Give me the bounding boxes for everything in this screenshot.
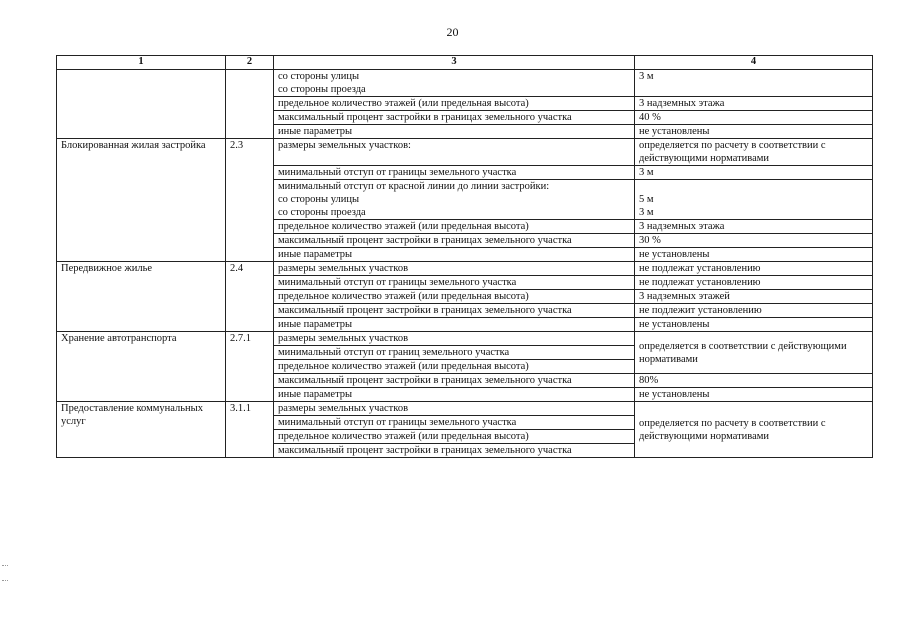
land-use-code-cell [226, 70, 274, 139]
value-cell: определяется по расчету в соответствии с действующими нормативами [635, 402, 873, 458]
margin-mark [2, 565, 8, 581]
value-cell: 3 м [635, 70, 873, 97]
value-cell: не подлежат установлению [635, 262, 873, 276]
land-use-type-cell [57, 70, 226, 139]
value-cell: не подлежит установлению [635, 304, 873, 318]
value-cell: 80% [635, 374, 873, 388]
land-use-code-cell: 2.4 [226, 262, 274, 332]
parameter-cell: предельное количество этажей (или предельная высота) [274, 97, 635, 111]
column-header: 4 [635, 56, 873, 70]
column-header: 1 [57, 56, 226, 70]
parameter-cell: минимальный отступ от границы земельного участка [274, 416, 635, 430]
parameter-cell: минимальный отступ от границ земельного участка [274, 346, 635, 360]
parameter-cell: максимальный процент застройки в границах земельного участка [274, 444, 635, 458]
table-row [57, 262, 873, 276]
value-cell: не установлены [635, 318, 873, 332]
parameter-cell: предельное количество этажей (или предельная высота) [274, 430, 635, 444]
table-row [57, 139, 873, 166]
parameter-cell: максимальный процент застройки в границах земельного участка [274, 234, 635, 248]
parameter-cell: размеры земельных участков [274, 262, 635, 276]
zoning-parameters-table [56, 55, 873, 458]
column-header: 3 [274, 56, 635, 70]
value-cell: 5 м 3 м [635, 180, 873, 220]
table-body [57, 70, 873, 458]
parameter-cell: иные параметры [274, 125, 635, 139]
parameter-cell: максимальный процент застройки в границах земельного участка [274, 111, 635, 125]
column-header: 2 [226, 56, 274, 70]
value-cell: 3 надземных этажей [635, 290, 873, 304]
parameter-cell: со стороны улицы со стороны проезда [274, 70, 635, 97]
value-cell: не установлены [635, 388, 873, 402]
land-use-code-cell: 3.1.1 [226, 402, 274, 458]
parameter-cell: минимальный отступ от границы земельного участка [274, 276, 635, 290]
value-cell: 3 надземных этажа [635, 220, 873, 234]
value-cell: не установлены [635, 248, 873, 262]
parameter-cell: максимальный процент застройки в границах земельного участка [274, 374, 635, 388]
value-cell: 3 м [635, 166, 873, 180]
table-row [57, 332, 873, 346]
value-cell: определяется по расчету в соответствии с действующими нормативами [635, 139, 873, 166]
parameter-cell: предельное количество этажей (или предельная высота) [274, 290, 635, 304]
parameter-cell: предельное количество этажей (или предельная высота) [274, 360, 635, 374]
value-cell: 40 % [635, 111, 873, 125]
land-use-type-cell: Передвижное жилье [57, 262, 226, 332]
value-cell: не подлежат установлению [635, 276, 873, 290]
parameter-cell: предельное количество этажей (или предельная высота) [274, 220, 635, 234]
parameter-cell: размеры земельных участков [274, 402, 635, 416]
table-row [57, 402, 873, 416]
parameter-cell: максимальный процент застройки в границах земельного участка [274, 304, 635, 318]
parameter-cell: иные параметры [274, 388, 635, 402]
value-cell: определяется в соответствии с действующими нормативами [635, 332, 873, 374]
parameter-cell: размеры земельных участков [274, 332, 635, 346]
value-cell: не установлены [635, 125, 873, 139]
land-use-code-cell: 2.3 [226, 139, 274, 262]
land-use-type-cell: Предоставление коммунальных услуг [57, 402, 226, 458]
parameter-cell: иные параметры [274, 248, 635, 262]
land-use-type-cell: Блокированная жилая застройка [57, 139, 226, 262]
parameter-cell: минимальный отступ от границы земельного участка [274, 166, 635, 180]
value-cell: 3 надземных этажа [635, 97, 873, 111]
value-cell: 30 % [635, 234, 873, 248]
parameter-cell: минимальный отступ от красной линии до линии застройки: со стороны улицы со стороны проезда [274, 180, 635, 220]
table-header-row [57, 56, 873, 70]
table-row [57, 70, 873, 97]
page-number: 20 [446, 25, 459, 39]
land-use-type-cell: Хранение автотранспорта [57, 332, 226, 402]
land-use-code-cell: 2.7.1 [226, 332, 274, 402]
parameter-cell: размеры земельных участков: [274, 139, 635, 166]
parameter-cell: иные параметры [274, 318, 635, 332]
